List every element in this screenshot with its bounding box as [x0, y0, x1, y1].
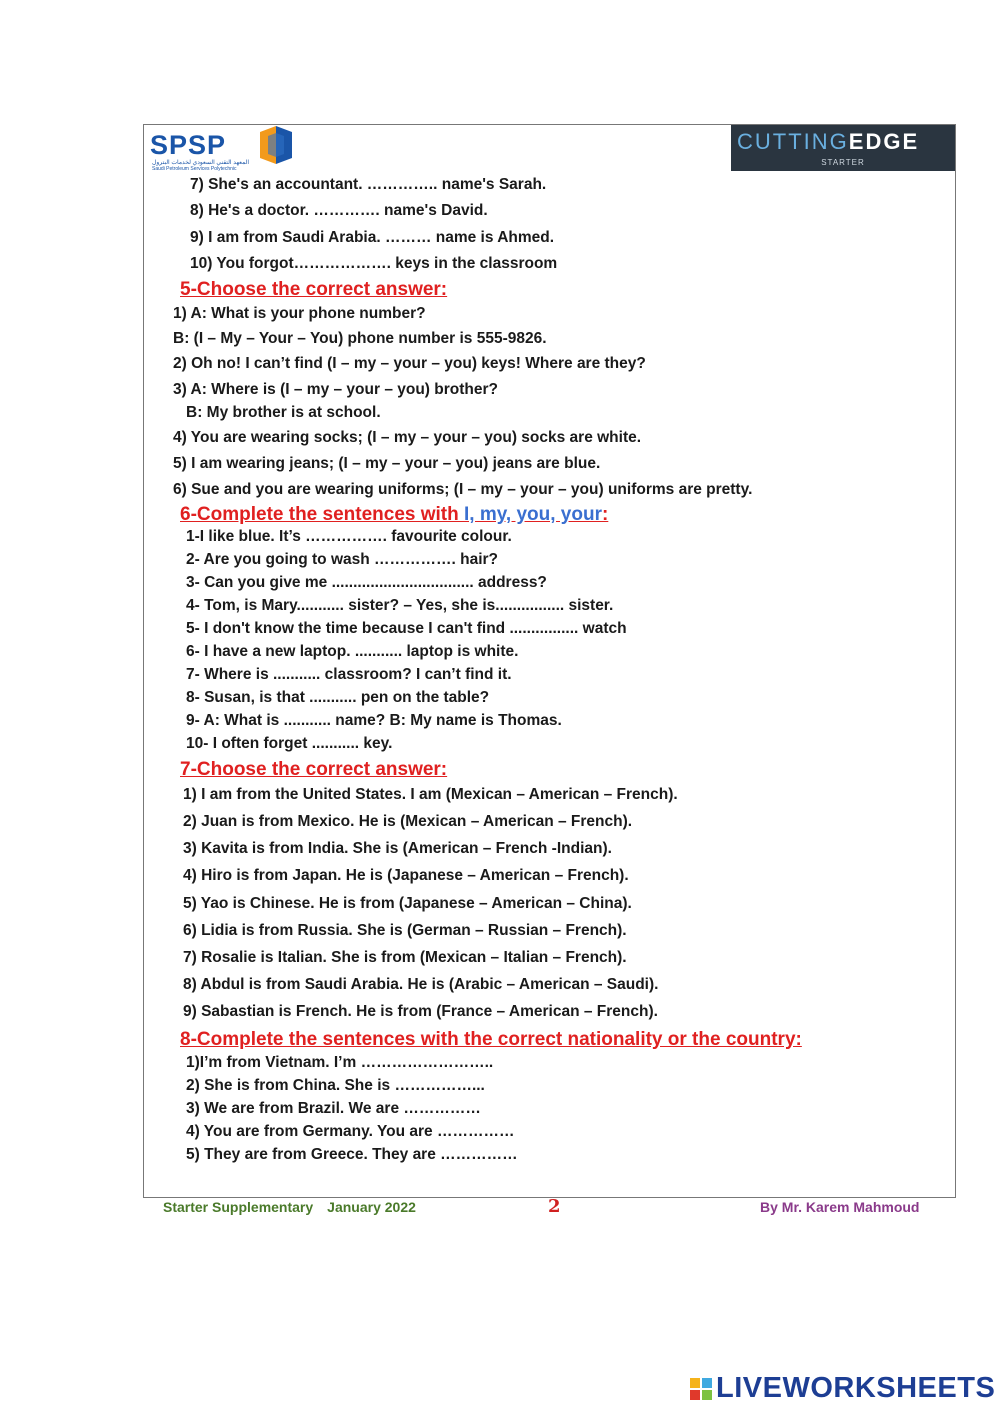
- exercise-line: 4- Tom, is Mary........... sister? – Yes, she is................ sister.: [186, 597, 614, 614]
- exercise-line: 7) Rosalie is Italian. She is from (Mexican – Italian – French).: [183, 949, 627, 966]
- exercise-line: 5) I am wearing jeans; (I – my – your – you) jeans are blue.: [173, 455, 601, 472]
- exercise-line: 8- Susan, is that ........... pen on the table?: [186, 689, 490, 706]
- spsp-logo-text: SPSP: [150, 130, 227, 160]
- heading-suffix: :: [601, 504, 609, 525]
- exercise-line: 3) We are from Brazil. We are ……………: [186, 1100, 481, 1117]
- exercise-line: 5- I don't know the time because I can't find ................ watch: [186, 620, 627, 637]
- section-heading: 8-Complete the sentences with the correct nationality or the country:: [180, 1029, 802, 1050]
- exercise-line: B: (I – My – Your – You) phone number is 555-9826.: [173, 330, 547, 347]
- exercise-line: 4) You are wearing socks; (I – my – your – you) socks are white.: [173, 429, 642, 446]
- exercise-line: 10- I often forget ........... key.: [186, 735, 393, 752]
- exercise-line: 9) Sabastian is French. He is from (France – American – French).: [183, 1003, 658, 1020]
- exercise-line: 8) He's a doctor. …………. name's David.: [190, 202, 488, 219]
- logo-edge: EDGE: [848, 129, 920, 154]
- exercise-line: 4) Hiro is from Japan. He is (Japanese – American – French).: [183, 867, 629, 884]
- exercise-line: 2- Are you going to wash ……………. hair?: [186, 551, 499, 568]
- exercise-line: 10) You forgot………………. keys in the classroom: [190, 255, 558, 272]
- exercise-line: 5) They are from Greece. They are ……………: [186, 1146, 518, 1163]
- exercise-line: 2) She is from China. She is ……………...: [186, 1077, 485, 1094]
- page-number: 2: [548, 1196, 561, 1217]
- exercise-line: 9) I am from Saudi Arabia. ……… name is Ahmed.: [190, 229, 555, 246]
- logo-cutting: CUTTING: [737, 129, 849, 154]
- heading-words: I, my, you, your: [464, 504, 602, 525]
- liveworksheets-grid-icon: [690, 1378, 712, 1400]
- section-heading: [180, 504, 608, 526]
- footer-author: By Mr. Karem Mahmoud: [760, 1199, 920, 1215]
- exercise-line: 6- I have a new laptop. ........... laptop is white.: [186, 643, 519, 660]
- exercise-line: 7) She's an accountant. ………….. name's Sarah.: [190, 176, 547, 193]
- exercise-line: 3) Kavita is from India. She is (American – French -Indian).: [183, 840, 612, 857]
- footer-left: [163, 1199, 416, 1215]
- spsp-arabic-name: المعهد التقني السعودي لخدمات البترول: [152, 160, 250, 166]
- exercise-line: 3- Can you give me ................................. address?: [186, 574, 547, 591]
- watermark-text: LIVEWORKSHEETS: [716, 1372, 996, 1404]
- exercise-line: 6) Lidia is from Russia. She is (German – Russian – French).: [183, 922, 627, 939]
- exercise-line: 9- A: What is ........... name? B: My name is Thomas.: [186, 712, 562, 729]
- exercise-line: 1-I like blue. It’s ……………. favourite colour.: [186, 528, 512, 545]
- exercise-line: 2) Juan is from Mexico. He is (Mexican – American – French).: [183, 813, 633, 830]
- cutting-edge-logo: [731, 125, 955, 171]
- exercise-line: 1) A: What is your phone number?: [173, 305, 426, 322]
- footer-date: January 2022: [327, 1199, 416, 1215]
- spsp-logo: [150, 126, 300, 172]
- exercise-line: 6) Sue and you are wearing uniforms; (I – my – your – you) uniforms are pretty.: [173, 481, 753, 498]
- logo-starter: STARTER: [821, 158, 865, 167]
- exercise-line: 1)I’m from Vietnam. I’m ……………………..: [186, 1054, 494, 1071]
- exercise-line: 1) I am from the United States. I am (Mexican – American – French).: [183, 786, 678, 803]
- exercise-line: B: My brother is at school.: [186, 404, 381, 421]
- section-heading: 7-Choose the correct answer:: [180, 759, 448, 780]
- exercise-line: 2) Oh no! I can’t find (I – my – your – you) keys! Where are they?: [173, 355, 646, 372]
- cube-logo-icon: [256, 126, 294, 164]
- exercise-line: 4) You are from Germany. You are ……………: [186, 1123, 515, 1140]
- exercise-line: 5) Yao is Chinese. He is from (Japanese – American – China).: [183, 895, 632, 912]
- spsp-english-name: Saudi Petroleum Services Polytechnic: [152, 166, 237, 172]
- footer-title: Starter Supplementary: [163, 1199, 314, 1215]
- section-heading: 5-Choose the correct answer:: [180, 279, 448, 300]
- heading-prefix: 6-Complete the sentences with: [180, 504, 465, 525]
- exercise-line: 3) A: Where is (I – my – your – you) brother?: [173, 381, 498, 398]
- exercise-line: 8) Abdul is from Saudi Arabia. He is (Arabic – American – Saudi).: [183, 976, 659, 993]
- exercise-line: 7- Where is ........... classroom? I can’t find it.: [186, 666, 512, 683]
